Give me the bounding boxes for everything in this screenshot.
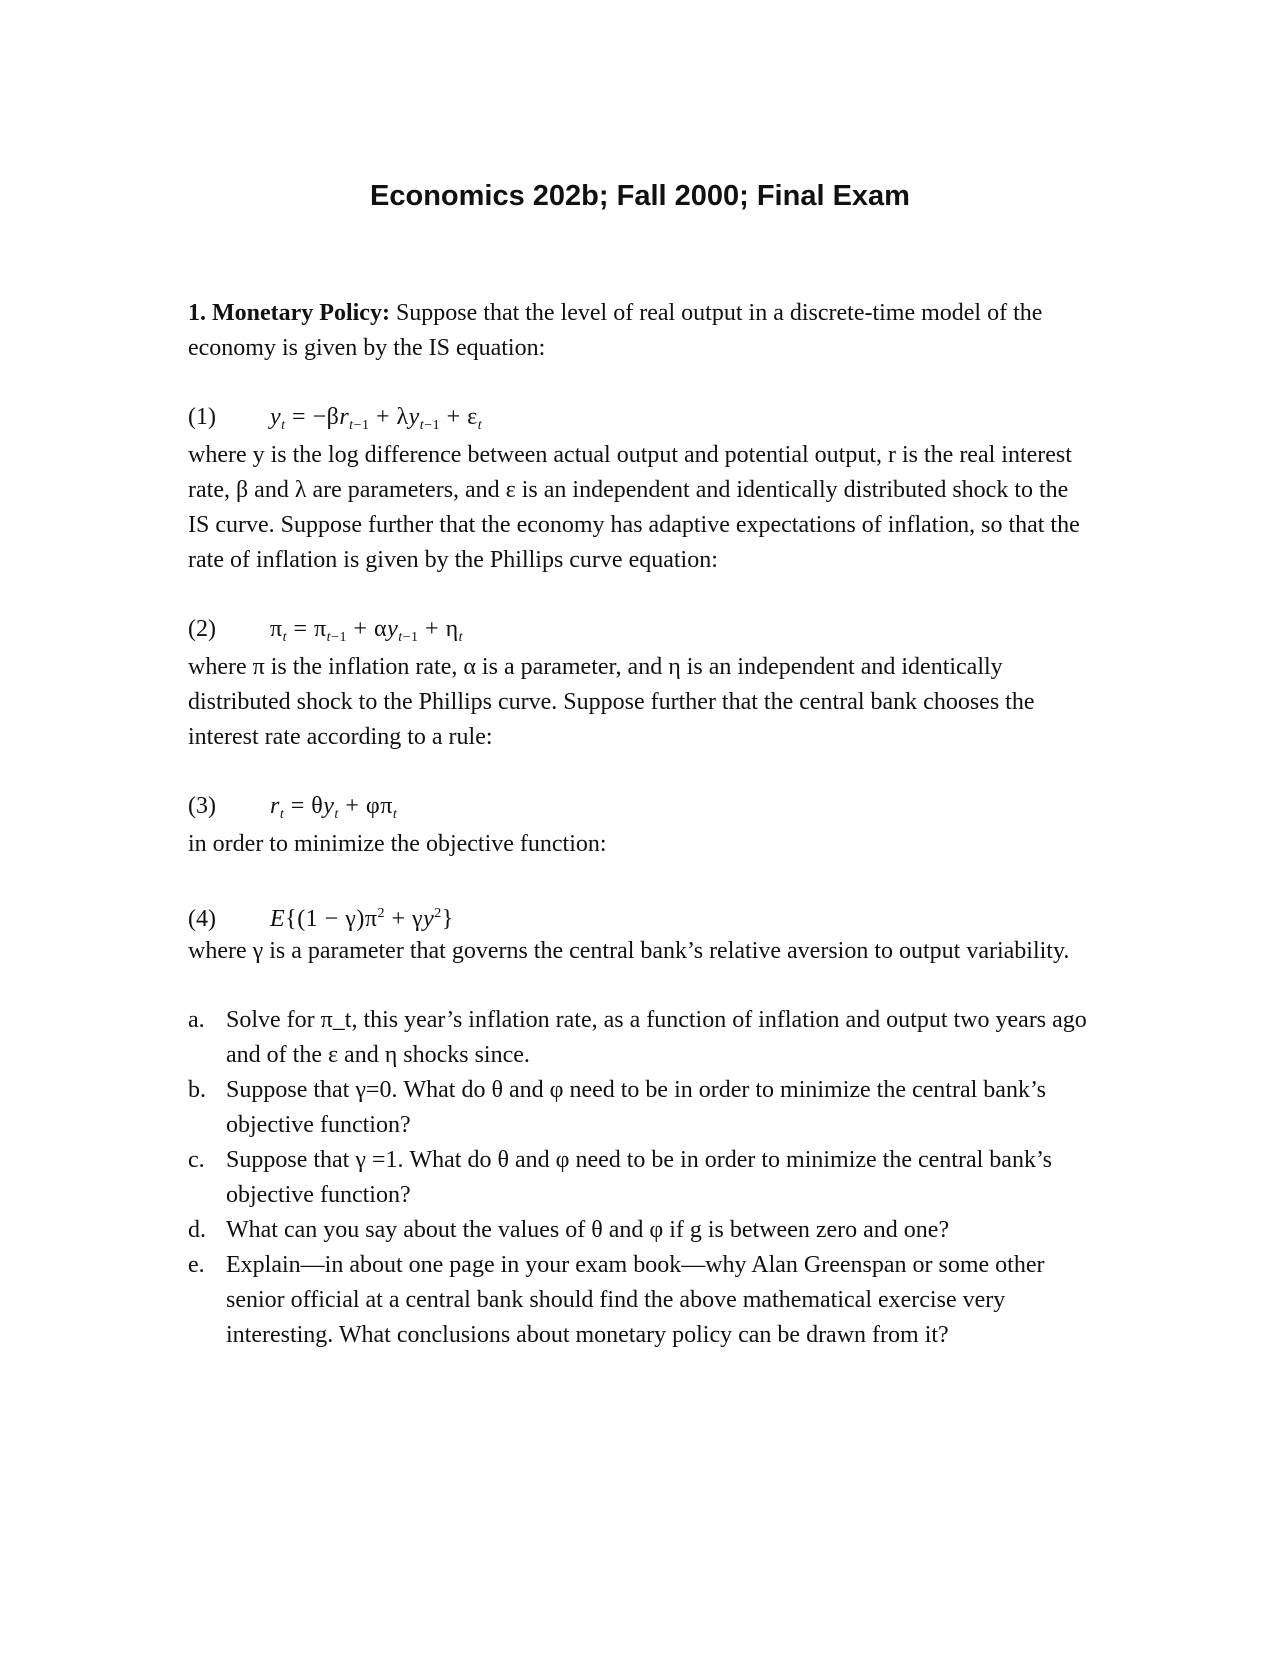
part-letter: b.: [188, 1077, 206, 1103]
is-equation: $y_t = -\beta r_{t-1} + \lambda y_{t-1} + \varepsilon_t$: [270, 404, 483, 433]
phillips-curve-equation: $\pi_t = \pi_{t-1} + \alpha y_{t-1} + \eta_t$: [270, 616, 464, 645]
equation-3: [188, 789, 1093, 827]
question-part-e: [188, 1248, 1093, 1353]
paragraph-1: where y is the log difference between actual output and potential output, r is the real interest rate, β and λ are parameters, and ε is an independent and identically distributed shock to the IS curve. Suppose further that the economy has adaptive expectations of inflation, so that the rate of inflation is given by the Phillips curve equation:: [188, 442, 1080, 573]
part-letter: a.: [188, 1007, 205, 1033]
question-part-a: [188, 1003, 1093, 1073]
question-1: [188, 296, 1093, 1353]
equation-2: [188, 612, 1093, 650]
interest-rate-rule: $r_t = \theta y_t + \varphi\pi_t$: [270, 793, 398, 822]
question-parts: [188, 1003, 1093, 1353]
paragraph-2: where π is the inflation rate, α is a parameter, and η is an independent and identically distributed shock to the Phillips curve. Suppose further that the central bank chooses the interest rate according to a rule:: [188, 654, 1035, 750]
objective-function: $E\{(1 - \gamma)\pi^2 + \gamma y^2\}$: [270, 906, 454, 932]
equation-number: (4): [188, 906, 216, 932]
part-text: What can you say about the values of θ and φ if g is between zero and one?: [226, 1217, 950, 1243]
part-text: Solve for π_t, this year’s inflation rate, as a function of inflation and output two years ago and of the ε and η shocks since.: [226, 1007, 1087, 1068]
paragraph-4: where γ is a parameter that governs the central bank’s relative aversion to output variability.: [188, 938, 1070, 964]
question-part-c: [188, 1143, 1093, 1213]
equation-1: [188, 400, 1093, 438]
exam-title: Economics 202b; Fall 2000; Final Exam: [370, 180, 910, 212]
question-part-b: [188, 1073, 1093, 1143]
equation-number: (2): [188, 616, 216, 642]
part-letter: c.: [188, 1147, 205, 1173]
equation-number: (3): [188, 793, 216, 819]
part-letter: e.: [188, 1252, 205, 1278]
equation-number: (1): [188, 404, 216, 430]
paragraph-3: in order to minimize the objective function:: [188, 831, 607, 857]
question-intro: [188, 296, 1093, 366]
question-intro-text: Suppose that the level of real output in a discrete-time model of the economy is given by the IS equation:: [188, 300, 1043, 361]
part-text: Suppose that γ=0. What do θ and φ need to be in order to minimize the central bank’s objective function?: [226, 1077, 1046, 1138]
part-text: Suppose that γ =1. What do θ and φ need to be in order to minimize the central bank’s objective function?: [226, 1147, 1052, 1208]
question-part-d: [188, 1213, 1093, 1248]
part-letter: d.: [188, 1217, 206, 1243]
equation-4: [188, 896, 1093, 934]
part-text: Explain—in about one page in your exam book—why Alan Greenspan or some other senior official at a central bank should find the above mathematical exercise very interesting. What conclusions about monetary policy can be drawn from it?: [226, 1252, 1045, 1348]
question-heading: 1. Monetary Policy:: [188, 300, 390, 326]
